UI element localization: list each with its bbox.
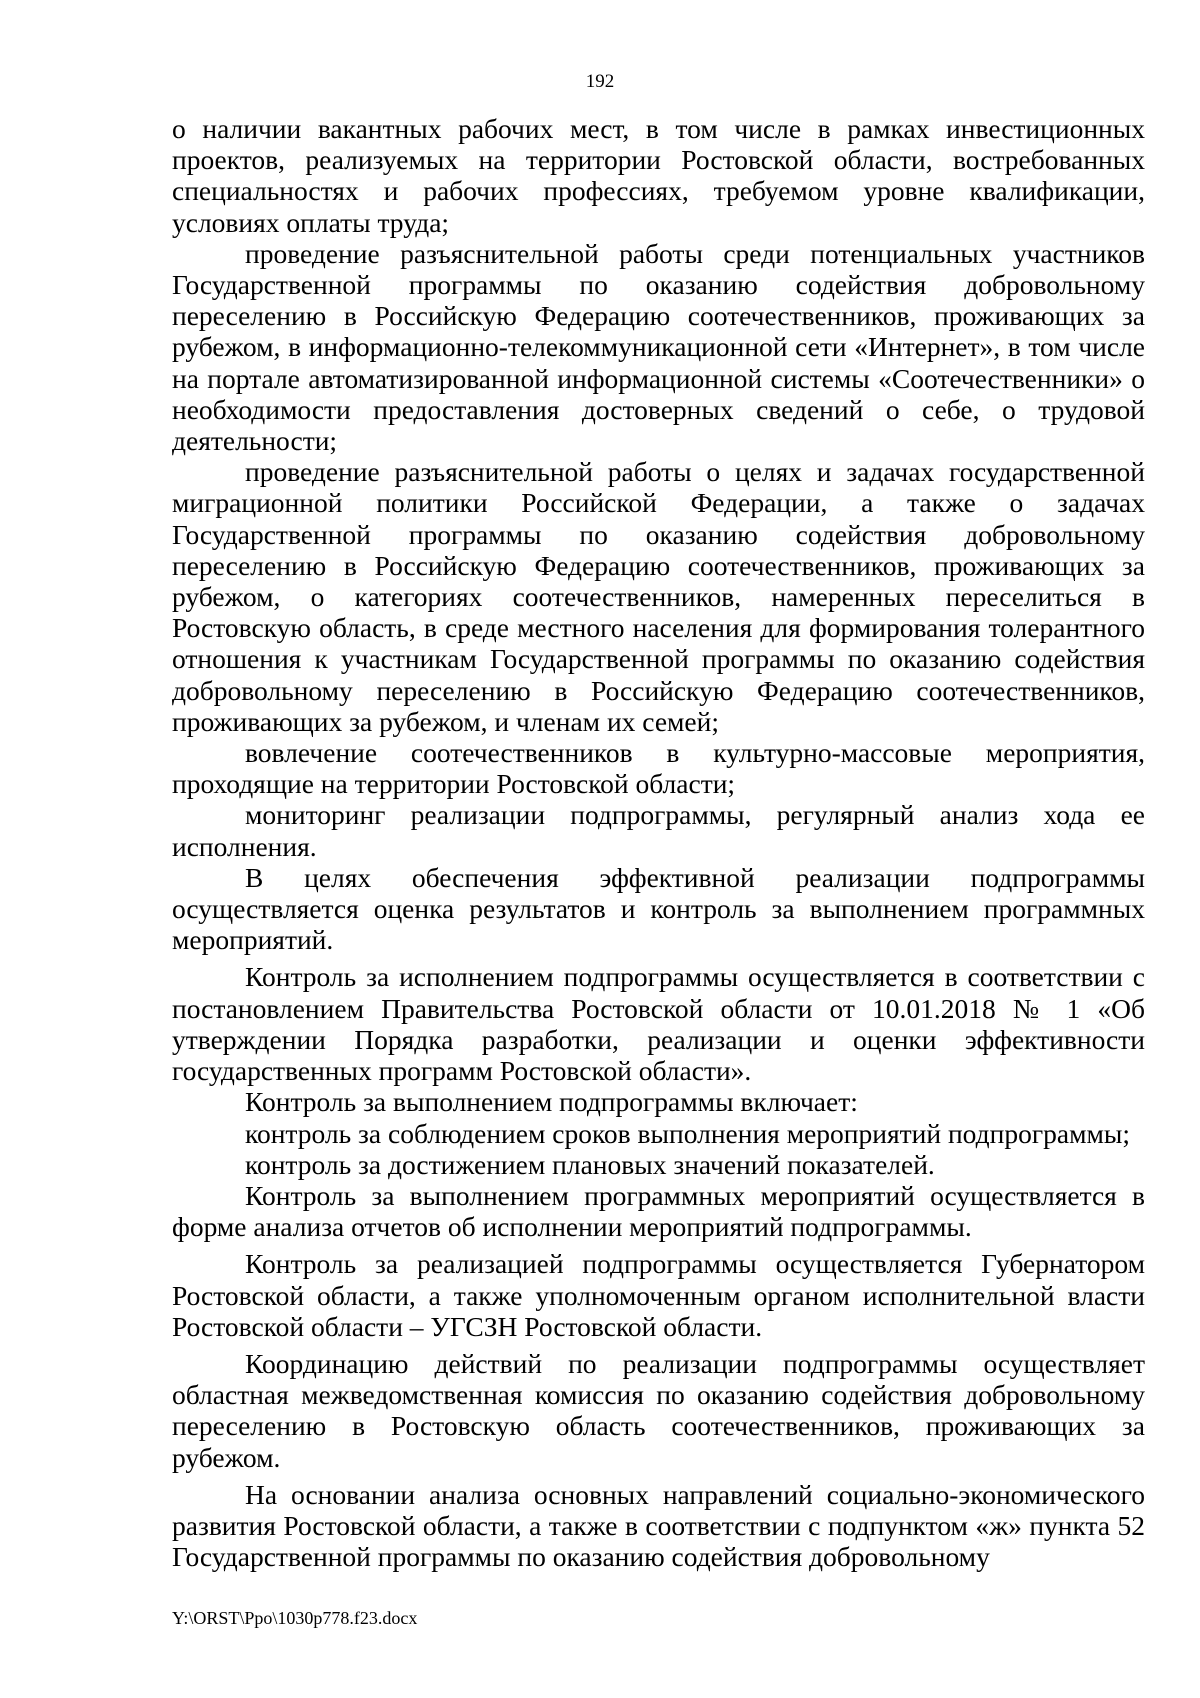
paragraph: мониторинг реализации подпрограммы, регулярный анализ хода ее исполнения. [172,799,1145,862]
paragraph: В целях обеспечения эффективной реализации подпрограммы осуществляется оценка результатов и контроль за выполнением программных мероприятий. [172,861,1145,956]
paragraph: Контроль за исполнением подпрограммы осуществляется в соответствии с постановлением Правительства Ростовской области от 10.01.2018 № 1 «Об утверждении Порядка разработки, реализации и оценки эффективности государственных программ Ростовской области». [172,961,1145,1087]
footer-file-path: Y:\ORST\Ppo\1030p778.f23.docx [172,1608,418,1628]
paragraph: о наличии вакантных рабочих мест, в том числе в рамках инвестиционных проектов, реализуемых на территории Ростовской области, востребованных специальностях и рабочих профессиях, требуемом уровне квалификации, условиях оплаты труда; [172,113,1145,238]
paragraph: контроль за достижением плановых значений показателей. [245,1148,935,1180]
paragraph: Контроль за реализацией подпрограммы осуществляется Губернатором Ростовской области, а также уполномоченным органом исполнительной власти Ростовской области – УГСЗН Ростовской области. [172,1248,1145,1342]
paragraph: проведение разъяснительной работы среди потенциальных участников Государственной программы по оказанию содействия добровольному переселению в Российскую Федерацию соотечественников, проживающих за рубежом, в информационно-телекоммуникационной сети «Интернет», в том числе на портале автоматизированной информационной системы «Соотечественники» о необходимости предоставления достоверных сведений о себе, о трудовой деятельности; [172,237,1145,457]
paragraph: проведение разъяснительной работы о целях и задачах государственной миграционной политики Российской Федерации, а также о задачах Государственной программы по оказанию содействия добровольному переселению в Российскую Федерацию соотечественников, проживающих за рубежом, о категориях соотечественников, намеренных переселиться в Ростовскую область, в среде местного населения для формирования толерантного отношения к участникам Государственной программы по оказанию содействия добровольному переселению в Российскую Федерацию соотечественников, проживающих за рубежом, и членам их семей; [172,456,1145,737]
paragraph: Координацию действий по реализации подпрограммы осуществляет областная межведомственная комиссия по оказанию содействия добровольному переселению в Ростовскую область соотечественников, проживающих за рубежом. [172,1347,1145,1473]
page-number: 192 [585,71,615,92]
document-body [172,113,1145,1572]
paragraph: На основании анализа основных направлений социально-экономического развития Ростовской области, а также в соответствии с подпунктом «ж» пункта 52 Государственной программы по оказанию содействия добровольному [172,1478,1145,1573]
paragraph: Контроль за выполнением подпрограммы включает: [245,1086,858,1118]
paragraph: контроль за соблюдением сроков выполнения мероприятий подпрограммы; [245,1117,1131,1149]
paragraph: Контроль за выполнением программных мероприятий осуществляется в форме анализа отчетов об исполнении мероприятий подпрограммы. [172,1179,1145,1243]
paragraph: вовлечение соотечественников в культурно-массовые мероприятия, проходящие на территории Ростовской области; [172,737,1145,800]
